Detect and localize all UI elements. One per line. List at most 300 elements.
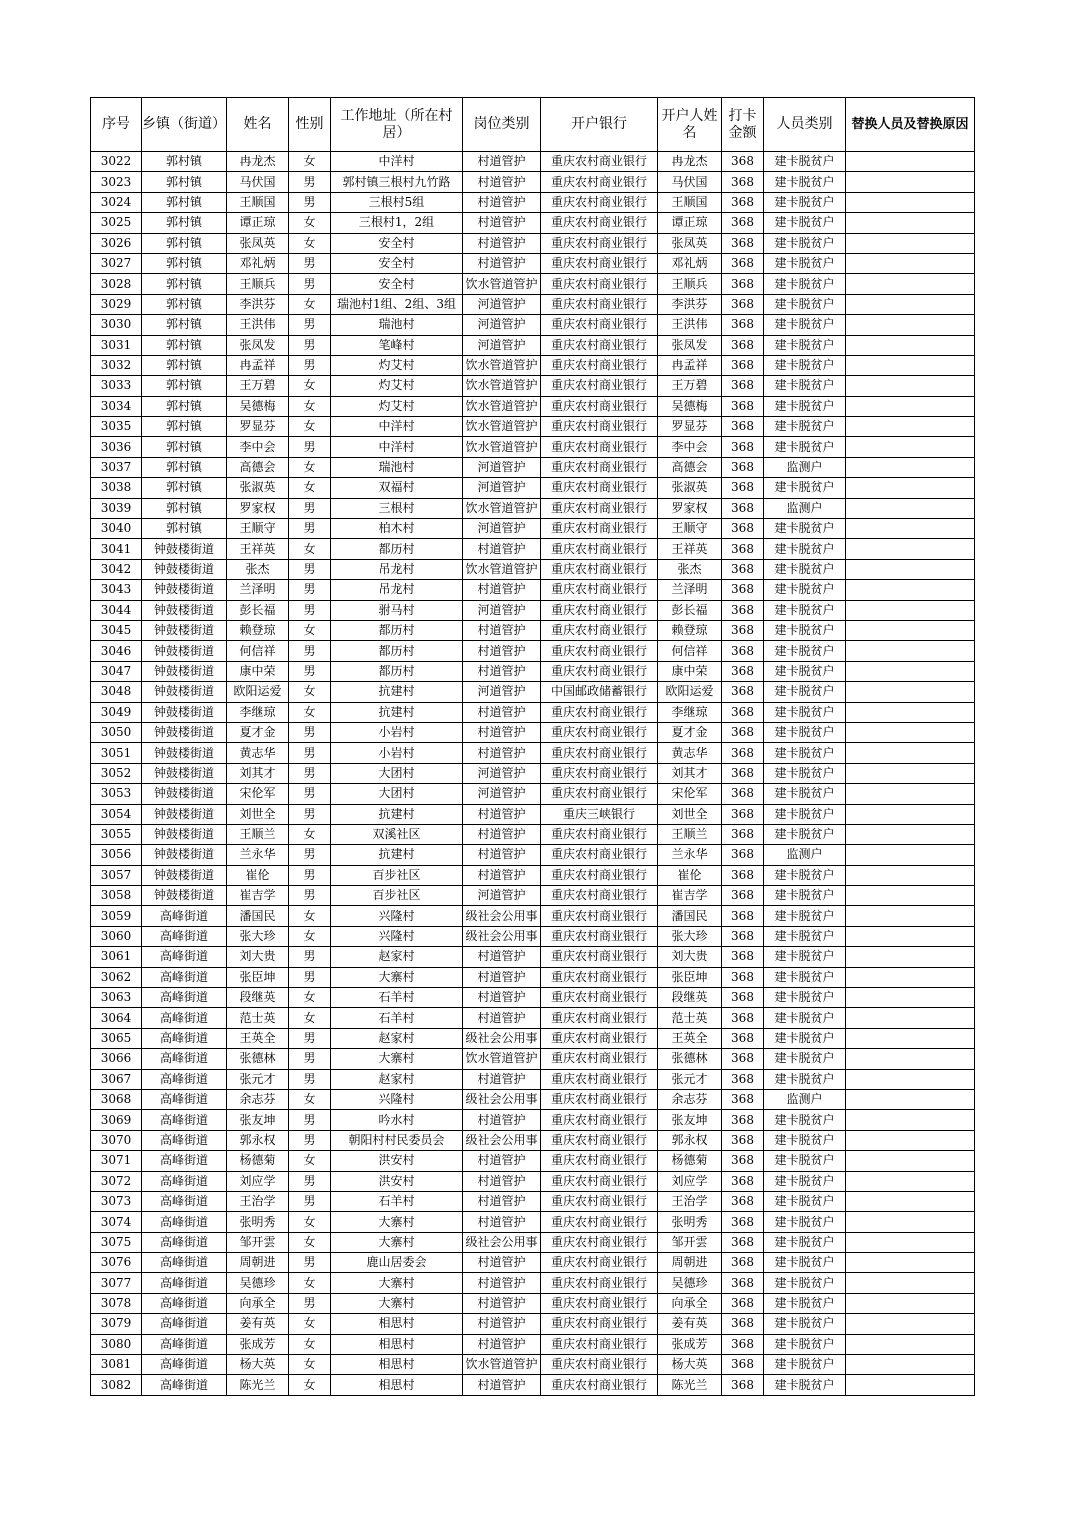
gender-cell: 女 <box>289 376 331 396</box>
town-cell: 高峰街道 <box>142 1089 227 1109</box>
seq-cell: 3023 <box>91 172 142 192</box>
bank-cell: 重庆农村商业银行 <box>541 294 658 314</box>
name-cell: 范士英 <box>227 1008 289 1028</box>
amount-cell: 368 <box>722 478 764 498</box>
seq-cell: 3067 <box>91 1069 142 1089</box>
header-replacement: 替换人员及替换原因 <box>846 98 975 152</box>
account-holder-cell: 张德林 <box>658 1049 722 1069</box>
category-cell: 建卡脱贫户 <box>764 784 846 804</box>
bank-cell: 重庆农村商业银行 <box>541 967 658 987</box>
address-cell: 郭村镇三根村九竹路 <box>331 172 463 192</box>
name-cell: 冉龙杰 <box>227 152 289 172</box>
header-account-holder: 开户人姓名 <box>658 98 722 152</box>
town-cell: 高峰街道 <box>142 906 227 926</box>
name-cell: 陈光兰 <box>227 1375 289 1395</box>
town-cell: 钟鼓楼街道 <box>142 539 227 559</box>
town-cell: 钟鼓楼街道 <box>142 580 227 600</box>
replacement-cell <box>846 376 975 396</box>
category-cell: 建卡脱贫户 <box>764 682 846 702</box>
name-cell: 刘世全 <box>227 804 289 824</box>
seq-cell: 3082 <box>91 1375 142 1395</box>
table-row <box>91 519 975 539</box>
post-type-cell: 河道管护 <box>463 335 541 355</box>
post-type-cell: 河道管护 <box>463 600 541 620</box>
replacement-cell <box>846 1314 975 1334</box>
seq-cell: 3076 <box>91 1253 142 1273</box>
account-holder-cell: 邹开雲 <box>658 1232 722 1252</box>
table-row <box>91 1089 975 1109</box>
post-type-cell: 饮水管道管护 <box>463 274 541 294</box>
replacement-cell <box>846 722 975 742</box>
town-cell: 钟鼓楼街道 <box>142 600 227 620</box>
amount-cell: 368 <box>722 926 764 946</box>
bank-cell: 重庆农村商业银行 <box>541 1314 658 1334</box>
post-type-cell: 村道管护 <box>463 702 541 722</box>
replacement-cell <box>846 355 975 375</box>
name-cell: 张德林 <box>227 1049 289 1069</box>
gender-cell: 女 <box>289 1314 331 1334</box>
seq-cell: 3026 <box>91 233 142 253</box>
account-holder-cell: 李中会 <box>658 437 722 457</box>
table-row <box>91 580 975 600</box>
table-row <box>91 1314 975 1334</box>
name-cell: 欧阳运爱 <box>227 682 289 702</box>
bank-cell: 重庆农村商业银行 <box>541 1008 658 1028</box>
town-cell: 郭村镇 <box>142 498 227 518</box>
category-cell: 建卡脱贫户 <box>764 478 846 498</box>
name-cell: 段继英 <box>227 988 289 1008</box>
post-type-cell: 村道管护 <box>463 539 541 559</box>
account-holder-cell: 罗家权 <box>658 498 722 518</box>
bank-cell: 重庆农村商业银行 <box>541 498 658 518</box>
account-holder-cell: 刘大贵 <box>658 947 722 967</box>
account-holder-cell: 刘其才 <box>658 763 722 783</box>
table-row <box>91 722 975 742</box>
post-type-cell: 级社会公用事 <box>463 1089 541 1109</box>
amount-cell: 368 <box>722 1171 764 1191</box>
address-cell: 安全村 <box>331 253 463 273</box>
seq-cell: 3031 <box>91 335 142 355</box>
gender-cell: 男 <box>289 1171 331 1191</box>
seq-cell: 3047 <box>91 661 142 681</box>
category-cell: 建卡脱贫户 <box>764 804 846 824</box>
post-type-cell: 村道管护 <box>463 1273 541 1293</box>
address-cell: 瑞池村 <box>331 457 463 477</box>
account-holder-cell: 彭长福 <box>658 600 722 620</box>
amount-cell: 368 <box>722 315 764 335</box>
seq-cell: 3052 <box>91 763 142 783</box>
name-cell: 何信祥 <box>227 641 289 661</box>
name-cell: 赖登琼 <box>227 620 289 640</box>
account-holder-cell: 罗显芬 <box>658 417 722 437</box>
seq-cell: 3039 <box>91 498 142 518</box>
bank-cell: 重庆农村商业银行 <box>541 355 658 375</box>
post-type-cell: 村道管护 <box>463 1212 541 1232</box>
bank-cell: 重庆农村商业银行 <box>541 396 658 416</box>
seq-cell: 3054 <box>91 804 142 824</box>
category-cell: 建卡脱贫户 <box>764 192 846 212</box>
post-type-cell: 村道管护 <box>463 641 541 661</box>
account-holder-cell: 赖登琼 <box>658 620 722 640</box>
post-type-cell: 村道管护 <box>463 213 541 233</box>
bank-cell: 重庆农村商业银行 <box>541 763 658 783</box>
amount-cell: 368 <box>722 1069 764 1089</box>
bank-cell: 重庆农村商业银行 <box>541 1232 658 1252</box>
amount-cell: 368 <box>722 274 764 294</box>
gender-cell: 女 <box>289 1089 331 1109</box>
town-cell: 郭村镇 <box>142 355 227 375</box>
category-cell: 建卡脱贫户 <box>764 926 846 946</box>
gender-cell: 男 <box>289 172 331 192</box>
seq-cell: 3029 <box>91 294 142 314</box>
town-cell: 郭村镇 <box>142 315 227 335</box>
amount-cell: 368 <box>722 580 764 600</box>
amount-cell: 368 <box>722 172 764 192</box>
amount-cell: 368 <box>722 967 764 987</box>
gender-cell: 女 <box>289 294 331 314</box>
category-cell: 建卡脱贫户 <box>764 437 846 457</box>
replacement-cell <box>846 478 975 498</box>
category-cell: 建卡脱贫户 <box>764 253 846 273</box>
table-row <box>91 600 975 620</box>
account-holder-cell: 范士英 <box>658 1008 722 1028</box>
bank-cell: 重庆农村商业银行 <box>541 1355 658 1375</box>
account-holder-cell: 王洪伟 <box>658 315 722 335</box>
category-cell: 建卡脱贫户 <box>764 865 846 885</box>
name-cell: 彭长福 <box>227 600 289 620</box>
gender-cell: 女 <box>289 926 331 946</box>
gender-cell: 男 <box>289 1049 331 1069</box>
amount-cell: 368 <box>722 865 764 885</box>
account-holder-cell: 冉龙杰 <box>658 152 722 172</box>
table-row <box>91 376 975 396</box>
seq-cell: 3065 <box>91 1028 142 1048</box>
replacement-cell <box>846 437 975 457</box>
table-row <box>91 641 975 661</box>
address-cell: 中洋村 <box>331 437 463 457</box>
category-cell: 建卡脱贫户 <box>764 988 846 1008</box>
table-row <box>91 1110 975 1130</box>
seq-cell: 3046 <box>91 641 142 661</box>
amount-cell: 368 <box>722 1130 764 1150</box>
table-row <box>91 1232 975 1252</box>
table-row <box>91 498 975 518</box>
table-row <box>91 967 975 987</box>
bank-cell: 重庆农村商业银行 <box>541 620 658 640</box>
bank-cell: 重庆农村商业银行 <box>541 641 658 661</box>
name-cell: 张杰 <box>227 559 289 579</box>
replacement-cell <box>846 1028 975 1048</box>
bank-cell: 重庆农村商业银行 <box>541 1130 658 1150</box>
seq-cell: 3079 <box>91 1314 142 1334</box>
gender-cell: 女 <box>289 682 331 702</box>
address-cell: 都历村 <box>331 539 463 559</box>
address-cell: 大寨村 <box>331 1273 463 1293</box>
table-row <box>91 1355 975 1375</box>
seq-cell: 3053 <box>91 784 142 804</box>
gender-cell: 女 <box>289 478 331 498</box>
amount-cell: 368 <box>722 824 764 844</box>
seq-cell: 3075 <box>91 1232 142 1252</box>
gender-cell: 男 <box>289 845 331 865</box>
name-cell: 罗家权 <box>227 498 289 518</box>
address-cell: 三根村 <box>331 498 463 518</box>
gender-cell: 男 <box>289 253 331 273</box>
gender-cell: 女 <box>289 1212 331 1232</box>
table-row <box>91 824 975 844</box>
gender-cell: 女 <box>289 1008 331 1028</box>
category-cell: 建卡脱贫户 <box>764 1069 846 1089</box>
post-type-cell: 村道管护 <box>463 1151 541 1171</box>
post-type-cell: 村道管护 <box>463 661 541 681</box>
seq-cell: 3051 <box>91 743 142 763</box>
amount-cell: 368 <box>722 294 764 314</box>
category-cell: 建卡脱贫户 <box>764 967 846 987</box>
bank-cell: 重庆农村商业银行 <box>541 213 658 233</box>
replacement-cell <box>846 1069 975 1089</box>
account-holder-cell: 王治学 <box>658 1191 722 1211</box>
post-type-cell: 河道管护 <box>463 886 541 906</box>
town-cell: 郭村镇 <box>142 192 227 212</box>
post-type-cell: 村道管护 <box>463 743 541 763</box>
table-row <box>91 335 975 355</box>
replacement-cell <box>846 620 975 640</box>
address-cell: 石羊村 <box>331 1191 463 1211</box>
name-cell: 张成芳 <box>227 1334 289 1354</box>
address-cell: 相思村 <box>331 1375 463 1395</box>
category-cell: 建卡脱贫户 <box>764 1171 846 1191</box>
seq-cell: 3068 <box>91 1089 142 1109</box>
bank-cell: 重庆农村商业银行 <box>541 906 658 926</box>
bank-cell: 重庆农村商业银行 <box>541 580 658 600</box>
seq-cell: 3035 <box>91 417 142 437</box>
category-cell: 建卡脱贫户 <box>764 559 846 579</box>
table-row <box>91 233 975 253</box>
town-cell: 高峰街道 <box>142 926 227 946</box>
table-row <box>91 1008 975 1028</box>
bank-cell: 重庆农村商业银行 <box>541 886 658 906</box>
name-cell: 黄志华 <box>227 743 289 763</box>
replacement-cell <box>846 906 975 926</box>
account-holder-cell: 杨大英 <box>658 1355 722 1375</box>
replacement-cell <box>846 417 975 437</box>
amount-cell: 368 <box>722 1151 764 1171</box>
gender-cell: 男 <box>289 1069 331 1089</box>
amount-cell: 368 <box>722 661 764 681</box>
address-cell: 双福村 <box>331 478 463 498</box>
amount-cell: 368 <box>722 152 764 172</box>
replacement-cell <box>846 926 975 946</box>
town-cell: 高峰街道 <box>142 1375 227 1395</box>
name-cell: 周朝进 <box>227 1253 289 1273</box>
table-row <box>91 478 975 498</box>
amount-cell: 368 <box>722 988 764 1008</box>
seq-cell: 3030 <box>91 315 142 335</box>
town-cell: 郭村镇 <box>142 253 227 273</box>
name-cell: 杨德菊 <box>227 1151 289 1171</box>
category-cell: 建卡脱贫户 <box>764 1314 846 1334</box>
amount-cell: 368 <box>722 335 764 355</box>
address-cell: 相思村 <box>331 1334 463 1354</box>
bank-cell: 重庆农村商业银行 <box>541 1151 658 1171</box>
gender-cell: 男 <box>289 661 331 681</box>
address-cell: 三根村1，2组 <box>331 213 463 233</box>
seq-cell: 3048 <box>91 682 142 702</box>
table-row <box>91 702 975 722</box>
account-holder-cell: 宋伦军 <box>658 784 722 804</box>
account-holder-cell: 欧阳运爱 <box>658 682 722 702</box>
table-row <box>91 294 975 314</box>
table-row <box>91 355 975 375</box>
address-cell: 石羊村 <box>331 1008 463 1028</box>
gender-cell: 女 <box>289 396 331 416</box>
account-holder-cell: 冉孟祥 <box>658 355 722 375</box>
name-cell: 康中荣 <box>227 661 289 681</box>
gender-cell: 男 <box>289 967 331 987</box>
post-type-cell: 村道管护 <box>463 580 541 600</box>
name-cell: 刘应学 <box>227 1171 289 1191</box>
replacement-cell <box>846 1212 975 1232</box>
amount-cell: 368 <box>722 804 764 824</box>
town-cell: 钟鼓楼街道 <box>142 702 227 722</box>
town-cell: 钟鼓楼街道 <box>142 784 227 804</box>
table-row <box>91 682 975 702</box>
category-cell: 建卡脱贫户 <box>764 539 846 559</box>
amount-cell: 368 <box>722 784 764 804</box>
bank-cell: 重庆农村商业银行 <box>541 1253 658 1273</box>
bank-cell: 重庆农村商业银行 <box>541 1191 658 1211</box>
category-cell: 建卡脱贫户 <box>764 763 846 783</box>
post-type-cell: 河道管护 <box>463 478 541 498</box>
name-cell: 王治学 <box>227 1191 289 1211</box>
data-table <box>90 97 975 1396</box>
post-type-cell: 级社会公用事 <box>463 926 541 946</box>
post-type-cell: 河道管护 <box>463 763 541 783</box>
table-row <box>91 1028 975 1048</box>
replacement-cell <box>846 988 975 1008</box>
post-type-cell: 村道管护 <box>463 620 541 640</box>
bank-cell: 重庆农村商业银行 <box>541 315 658 335</box>
address-cell: 柏木村 <box>331 519 463 539</box>
town-cell: 高峰街道 <box>142 1151 227 1171</box>
amount-cell: 368 <box>722 437 764 457</box>
name-cell: 王顺守 <box>227 519 289 539</box>
bank-cell: 重庆农村商业银行 <box>541 335 658 355</box>
gender-cell: 女 <box>289 988 331 1008</box>
replacement-cell <box>846 152 975 172</box>
replacement-cell <box>846 335 975 355</box>
post-type-cell: 河道管护 <box>463 682 541 702</box>
gender-cell: 女 <box>289 213 331 233</box>
town-cell: 高峰街道 <box>142 947 227 967</box>
category-cell: 建卡脱贫户 <box>764 519 846 539</box>
bank-cell: 重庆农村商业银行 <box>541 519 658 539</box>
town-cell: 高峰街道 <box>142 1130 227 1150</box>
seq-cell: 3055 <box>91 824 142 844</box>
account-holder-cell: 李继琼 <box>658 702 722 722</box>
address-cell: 相思村 <box>331 1314 463 1334</box>
amount-cell: 368 <box>722 1089 764 1109</box>
gender-cell: 男 <box>289 763 331 783</box>
seq-cell: 3041 <box>91 539 142 559</box>
replacement-cell <box>846 539 975 559</box>
post-type-cell: 村道管护 <box>463 947 541 967</box>
post-type-cell: 村道管护 <box>463 845 541 865</box>
address-cell: 赵家村 <box>331 1028 463 1048</box>
seq-cell: 3071 <box>91 1151 142 1171</box>
gender-cell: 男 <box>289 498 331 518</box>
account-holder-cell: 王万碧 <box>658 376 722 396</box>
name-cell: 刘大贵 <box>227 947 289 967</box>
gender-cell: 女 <box>289 1334 331 1354</box>
bank-cell: 重庆农村商业银行 <box>541 539 658 559</box>
amount-cell: 368 <box>722 906 764 926</box>
category-cell: 建卡脱贫户 <box>764 376 846 396</box>
replacement-cell <box>846 396 975 416</box>
town-cell: 高峰街道 <box>142 1008 227 1028</box>
bank-cell: 重庆农村商业银行 <box>541 437 658 457</box>
gender-cell: 男 <box>289 335 331 355</box>
address-cell: 大寨村 <box>331 1049 463 1069</box>
post-type-cell: 饮水管道管护 <box>463 417 541 437</box>
post-type-cell: 饮水管道管护 <box>463 1355 541 1375</box>
table-row <box>91 1212 975 1232</box>
post-type-cell: 村道管护 <box>463 1069 541 1089</box>
header-person-category: 人员类别 <box>764 98 846 152</box>
address-cell: 朝阳村村民委员会 <box>331 1130 463 1150</box>
post-type-cell: 村道管护 <box>463 865 541 885</box>
account-holder-cell: 杨德菊 <box>658 1151 722 1171</box>
post-type-cell: 村道管护 <box>463 1191 541 1211</box>
town-cell: 郭村镇 <box>142 437 227 457</box>
name-cell: 兰永华 <box>227 845 289 865</box>
category-cell: 监测户 <box>764 845 846 865</box>
name-cell: 张淑英 <box>227 478 289 498</box>
town-cell: 郭村镇 <box>142 274 227 294</box>
amount-cell: 368 <box>722 1375 764 1395</box>
gender-cell: 男 <box>289 641 331 661</box>
category-cell: 建卡脱贫户 <box>764 1008 846 1028</box>
name-cell: 张友坤 <box>227 1110 289 1130</box>
town-cell: 钟鼓楼街道 <box>142 886 227 906</box>
replacement-cell <box>846 1130 975 1150</box>
name-cell: 王顺国 <box>227 192 289 212</box>
account-holder-cell: 段继英 <box>658 988 722 1008</box>
replacement-cell <box>846 315 975 335</box>
post-type-cell: 村道管护 <box>463 192 541 212</box>
town-cell: 郭村镇 <box>142 376 227 396</box>
seq-cell: 3074 <box>91 1212 142 1232</box>
replacement-cell <box>846 804 975 824</box>
name-cell: 李中会 <box>227 437 289 457</box>
town-cell: 钟鼓楼街道 <box>142 743 227 763</box>
town-cell: 高峰街道 <box>142 1049 227 1069</box>
amount-cell: 368 <box>722 620 764 640</box>
town-cell: 高峰街道 <box>142 1110 227 1130</box>
account-holder-cell: 姜有英 <box>658 1314 722 1334</box>
replacement-cell <box>846 253 975 273</box>
seq-cell: 3034 <box>91 396 142 416</box>
category-cell: 建卡脱贫户 <box>764 620 846 640</box>
address-cell: 抗建村 <box>331 682 463 702</box>
address-cell: 大寨村 <box>331 967 463 987</box>
table-row <box>91 886 975 906</box>
town-cell: 郭村镇 <box>142 457 227 477</box>
account-holder-cell: 高德会 <box>658 457 722 477</box>
address-cell: 吊龙村 <box>331 580 463 600</box>
amount-cell: 368 <box>722 1008 764 1028</box>
account-holder-cell: 李洪芬 <box>658 294 722 314</box>
